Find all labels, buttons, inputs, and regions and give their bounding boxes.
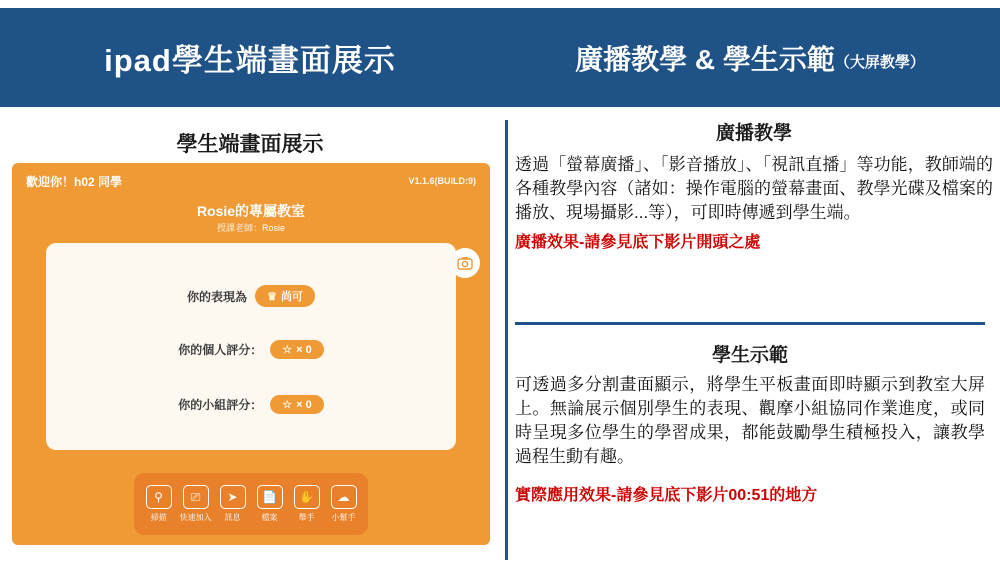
quick-join-icon: ⎚ [183, 485, 209, 509]
dock-item-quick-join[interactable] [177, 485, 214, 523]
dock-label-message: 訊息 [224, 513, 241, 522]
left-column [0, 118, 500, 563]
dock-item-file[interactable] [251, 485, 288, 523]
status-label-performance: 你的表現為 [187, 289, 248, 304]
file-icon: 📄 [257, 485, 283, 509]
left-section-title: 學生端畫面展示 [176, 133, 324, 156]
section1-title: 廣播教學 [715, 123, 792, 144]
version-text: V1.1.6(BUILD:9) [408, 176, 476, 186]
status-label-group-score: 你的小組評分： [178, 398, 263, 412]
status-value-group-score: × 0 [296, 398, 312, 411]
header-band [0, 8, 1000, 107]
vertical-divider [505, 120, 508, 560]
bottom-dock [134, 473, 368, 535]
section2-title: 學生示範 [711, 345, 788, 366]
dock-label-raise-hand: 舉手 [298, 513, 315, 522]
section-student-demo [515, 340, 985, 505]
status-row-performance [46, 285, 456, 307]
greeting-text: 歡迎你！h02 同學 [26, 174, 123, 189]
star-icon: ☆ [282, 399, 293, 411]
message-icon: ➤ [220, 485, 246, 509]
header-right-sub: （大屏教學） [834, 53, 925, 71]
ipad-mockup [12, 163, 490, 545]
right-column [515, 118, 993, 563]
status-value-performance: 尚可 [280, 291, 303, 303]
dock-item-scan[interactable] [140, 485, 177, 523]
star-icon: ☆ [282, 344, 293, 356]
dock-label-helper: 小幫手 [331, 513, 356, 522]
scan-icon: ⚲ [146, 485, 172, 509]
medal-icon: ♛ [267, 290, 277, 303]
status-pill-personal-score [270, 340, 323, 359]
helper-cloud-icon: ☁ [331, 485, 357, 509]
dock-label-scan: 掃描 [150, 513, 167, 522]
status-pill-performance [255, 285, 315, 307]
dock-item-raise-hand[interactable] [288, 485, 325, 523]
status-label-personal-score: 你的個人評分： [178, 343, 263, 357]
ipad-topbar [12, 163, 490, 199]
raise-hand-icon: ✋ [294, 485, 320, 509]
dock-label-quick-join: 快速加入 [179, 513, 212, 522]
status-row-personal-score [46, 340, 456, 359]
student-status-card [46, 243, 456, 450]
status-pill-group-score [270, 395, 323, 414]
status-value-personal-score: × 0 [296, 343, 312, 356]
section2-note: 實際應用效果-請參見底下影片00:51的地方 [515, 486, 818, 504]
section1-note: 廣播效果-請參見底下影片開頭之處 [515, 234, 761, 252]
section2-body: 可透過多分割畫面顯示，將學生平板畫面即時顯示到教室大屏上。無論展示個別學生的表現、觀摩小組協同作業進度，或同時呈現多位學生的學習成果，都能鼓勵學生積極投入，讓教學過程生動有趣。 [515, 375, 985, 467]
section-broadcast-teaching [515, 118, 993, 252]
header-left-title: ipad學生端畫面展示 [104, 43, 396, 78]
header-right-title [500, 38, 1000, 78]
dock-label-file: 檔案 [261, 513, 278, 522]
teacher-name: 授課老師：Rosie [216, 223, 285, 233]
classroom-name: Rosie的專屬教室 [196, 203, 306, 219]
dock-item-message[interactable] [214, 485, 251, 523]
section1-body: 透過「螢幕廣播」、「影音播放」、「視訊直播」等功能，教師端的各種教學內容（諸如：操作電腦的螢幕畫面、教學光碟及檔案的播放、現場攝影...等），可即時傳遞到學生端。 [515, 155, 993, 223]
status-row-group-score [46, 395, 456, 414]
dock-item-helper[interactable] [325, 485, 362, 523]
header-right-main: 廣播教學 & 學生示範 [575, 43, 835, 75]
